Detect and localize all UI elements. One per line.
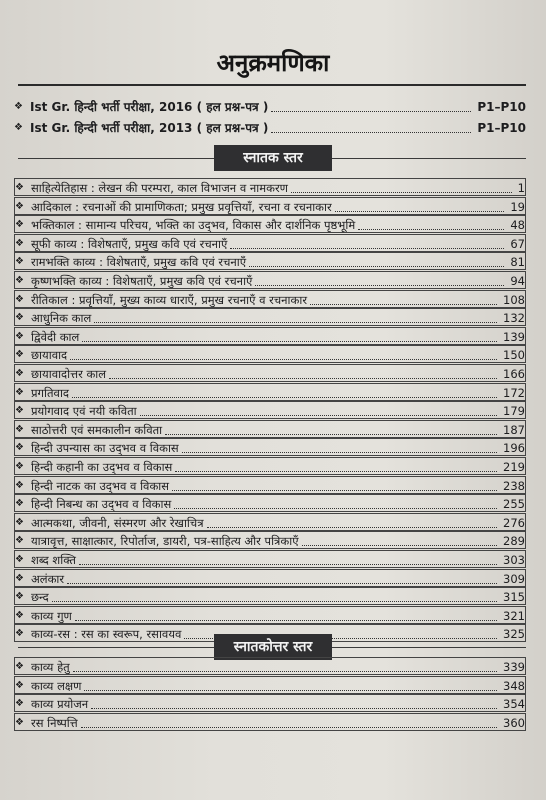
diamond-bullet-icon: ❖: [15, 609, 24, 621]
diamond-bullet-icon: ❖: [15, 535, 24, 547]
diamond-bullet-icon: ❖: [15, 679, 24, 691]
dot-leader: [207, 509, 497, 528]
dot-leader: [271, 114, 471, 133]
toc-entry-page: 325: [503, 627, 525, 642]
diamond-bullet-icon: ❖: [15, 182, 24, 193]
diamond-bullet-icon: ❖: [14, 122, 23, 133]
section-line-right: [332, 158, 526, 159]
toc-entry-label: छन्द: [31, 590, 49, 605]
dot-leader: [81, 709, 497, 728]
toc-entry-page: 348: [503, 678, 525, 693]
section-heading-postgraduate: स्नातकोत्तर स्तर: [214, 634, 332, 660]
dot-leader: [310, 286, 497, 305]
toc-entry-page: 132: [503, 311, 525, 326]
toc-entry-page: 303: [503, 553, 525, 567]
section-heading-graduate: स्नातक स्तर: [214, 145, 332, 171]
diamond-bullet-icon: ❖: [15, 219, 24, 231]
dot-leader: [72, 379, 497, 398]
dot-leader: [335, 193, 504, 212]
diamond-bullet-icon: ❖: [14, 101, 23, 112]
diamond-bullet-icon: ❖: [15, 368, 24, 379]
toc-entry-page: 94: [510, 274, 525, 288]
toc-entry-page: 19: [510, 199, 525, 214]
toc-entry-label: काव्य-रस : रस का स्वरूप, रसावयव: [31, 627, 182, 642]
toc-entry-label: काव्य लक्षण: [31, 678, 82, 693]
toc-entry-label: काव्य हेतु: [31, 660, 70, 674]
diamond-bullet-icon: ❖: [15, 312, 24, 324]
toc-entry-label: कृष्णभक्ति काव्य : विशेषताएँ, प्रमुख कवि एवं रचनाएँ: [31, 274, 253, 288]
diamond-bullet-icon: ❖: [15, 628, 24, 640]
dot-leader: [79, 546, 497, 565]
section-line-left: [18, 158, 214, 159]
toc-entry-label: अलंकार: [31, 571, 65, 586]
diamond-bullet-icon: ❖: [15, 516, 24, 528]
toc-entry-label: आदिकाल : रचनाओं की प्रामाणिकता; प्रमुख प्रवृत्तियाँ, रचना व रचनाकार: [31, 199, 332, 214]
toc-entry-page: 172: [503, 385, 525, 400]
dot-leader: [175, 453, 497, 472]
toc-entry-label: साहित्येतिहास : लेखन की परम्परा, काल विभाजन व नामकरण: [31, 181, 288, 195]
diamond-bullet-icon: ❖: [15, 498, 24, 510]
toc-entry-label: प्रगतिवाद: [31, 385, 70, 400]
toc-entry-label: आधुनिक काल: [31, 311, 92, 326]
toc-entry-page: 309: [503, 571, 525, 586]
toc-entry-page: 354: [503, 697, 525, 712]
dot-leader: [109, 360, 497, 379]
page-title: अनुक्रमणिका: [216, 49, 330, 77]
toc-entry-label: हिन्दी उपन्यास का उद्‌भव व विकास: [31, 441, 179, 456]
dot-leader: [73, 653, 497, 672]
toc-entry-page: 321: [503, 608, 525, 623]
toc-entry-label: काव्य प्रयोजन: [31, 697, 89, 712]
section-line-left: [18, 647, 214, 648]
dot-leader: [230, 230, 504, 249]
toc-entry-page: 1: [517, 181, 525, 195]
toc-entry-label: हिन्दी कहानी का उद्‌भव व विकास: [31, 460, 173, 474]
toc-entry-label: छायावाद: [31, 348, 68, 363]
toc-entry-label: भक्तिकाल : सामान्य परिचय, भक्ति का उद्‌भव, विकास और दार्शनिक पृष्ठभूमि: [31, 218, 356, 233]
diamond-bullet-icon: ❖: [15, 442, 24, 454]
toc-entry-page: 48: [510, 218, 525, 233]
diamond-bullet-icon: ❖: [15, 461, 24, 472]
toc-entry: [14, 713, 526, 731]
toc-entry-label: रीतिकाल : प्रवृत्तियाँ, मुख्य काव्य धाराएँ, प्रमुख रचनाएँ व रचनाकार: [31, 292, 308, 307]
toc-entry-label: छायावादोत्तर काल: [31, 367, 107, 381]
dot-leader: [94, 304, 497, 323]
diamond-bullet-icon: ❖: [15, 716, 24, 728]
dot-leader: [70, 341, 497, 360]
diamond-bullet-icon: ❖: [15, 237, 24, 249]
dot-leader: [291, 174, 512, 193]
dot-leader: [182, 434, 497, 453]
toc-entry-label: यात्रावृत्त, साक्षात्कार, रिपोर्ताज, डायरी, पत्र-साहित्य और पत्रिकाएँ: [31, 534, 299, 549]
dot-leader: [67, 565, 497, 584]
diamond-bullet-icon: ❖: [15, 386, 24, 398]
toc-entry-page: 67: [510, 236, 525, 251]
toc-entry-label: द्विवेदी काल: [31, 329, 80, 344]
diamond-bullet-icon: ❖: [15, 698, 24, 710]
toc-entry-label: काव्य गुण: [31, 608, 72, 623]
toc-entry-page: 360: [503, 715, 525, 730]
diamond-bullet-icon: ❖: [15, 293, 24, 305]
toc-entry-label: रामभक्ति काव्य : विशेषताएँ, प्रमुख कवि एवं रचनाएँ: [31, 255, 247, 270]
dot-leader: [52, 583, 497, 602]
toc-entry-label: Ist Gr. हिन्दी भर्ती परीक्षा, 2013 ( हल प्रश्न-पत्र ): [30, 121, 269, 135]
diamond-bullet-icon: ❖: [15, 256, 24, 268]
toc-entry-page: 219: [503, 460, 525, 474]
dot-leader: [140, 397, 497, 416]
toc-entry-page: 150: [503, 348, 525, 363]
toc-entry-label: प्रयोगवाद एवं नयी कविता: [31, 404, 137, 419]
dot-leader: [174, 490, 497, 509]
toc-entry-label: सूफी काव्य : विशेषताएँ, प्रमुख कवि एवं रचनाएँ: [31, 236, 228, 251]
toc-entry-page: 276: [503, 515, 525, 530]
dot-leader: [82, 323, 497, 342]
diamond-bullet-icon: ❖: [15, 554, 24, 565]
toc-entry-page: 196: [503, 441, 525, 456]
toc-entry-page: 187: [503, 422, 525, 437]
toc-entry-page: 108: [503, 292, 525, 307]
toc-entry-page: 315: [503, 590, 525, 605]
diamond-bullet-icon: ❖: [15, 349, 24, 361]
title-rule: [18, 84, 526, 86]
toc-entry-page: 166: [503, 367, 525, 381]
toc-entry-label: साठोत्तरी एवं समकालीन कविता: [31, 422, 163, 437]
diamond-bullet-icon: ❖: [15, 661, 24, 672]
toc-entry-page: P1–P10: [477, 121, 526, 135]
diamond-bullet-icon: ❖: [15, 572, 24, 584]
toc-entry-label: शब्द शक्ति: [31, 553, 76, 567]
toc-entry-page: 238: [503, 478, 525, 493]
dot-leader: [271, 93, 471, 112]
dot-leader: [172, 472, 497, 491]
toc-entry-page: 179: [503, 404, 525, 419]
dot-leader: [255, 267, 504, 286]
dot-leader: [84, 672, 497, 691]
toc-entry-page: 255: [503, 497, 525, 512]
diamond-bullet-icon: ❖: [15, 591, 24, 603]
toc-entry-page: P1–P10: [477, 100, 526, 114]
dot-leader: [165, 416, 497, 435]
section-line-right: [332, 647, 526, 648]
diamond-bullet-icon: ❖: [15, 405, 24, 417]
diamond-bullet-icon: ❖: [15, 423, 24, 435]
dot-leader: [249, 248, 504, 267]
toc-entry-page: 139: [503, 329, 525, 344]
toc-entry: [14, 119, 526, 137]
toc-entry-label: आत्मकथा, जीवनी, संस्मरण और रेखाचित्र: [31, 515, 204, 530]
dot-leader: [75, 602, 497, 621]
dot-leader: [358, 211, 504, 230]
diamond-bullet-icon: ❖: [15, 275, 24, 286]
toc-entry-label: हिन्दी नाटक का उद्‌भव व विकास: [31, 478, 170, 493]
diamond-bullet-icon: ❖: [15, 330, 24, 342]
toc-entry-label: रस निष्पत्ति: [31, 715, 78, 730]
dot-leader: [91, 690, 497, 709]
dot-leader: [302, 527, 497, 546]
toc-entry-label: Ist Gr. हिन्दी भर्ती परीक्षा, 2016 ( हल प्रश्न-पत्र ): [30, 100, 269, 114]
toc-entry-page: 339: [503, 660, 525, 674]
diamond-bullet-icon: ❖: [15, 200, 24, 212]
toc-entry-page: 289: [503, 534, 525, 549]
diamond-bullet-icon: ❖: [15, 479, 24, 491]
toc-entry-label: हिन्दी निबन्ध का उद्‌भव व विकास: [31, 497, 172, 512]
toc-entry-page: 81: [510, 255, 525, 270]
